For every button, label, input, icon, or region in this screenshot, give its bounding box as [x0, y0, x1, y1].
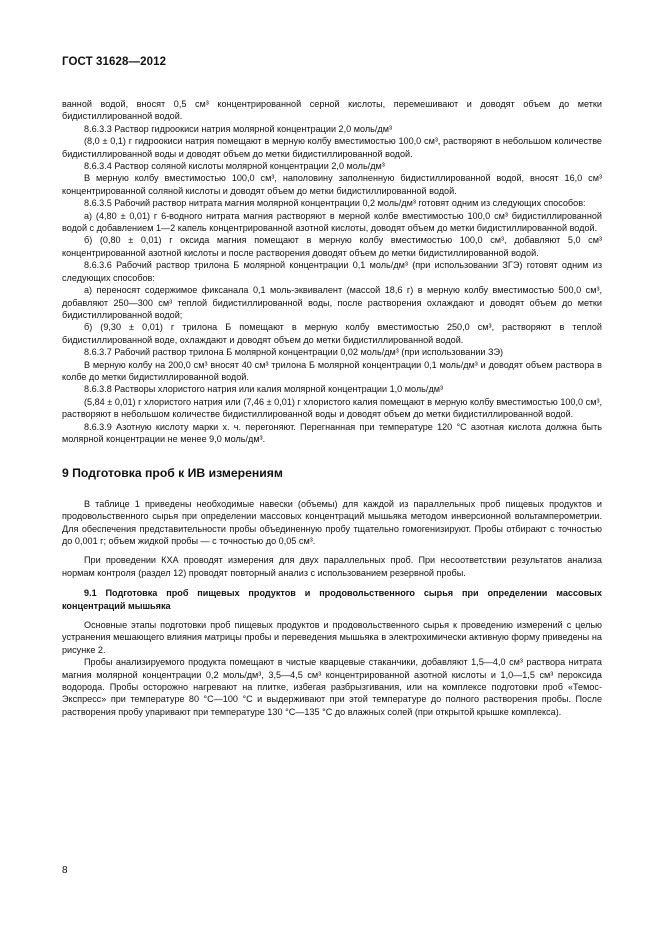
subsection-heading: 9.1 Подготовка проб пищевых продуктов и продовольственного сырья при определении массовых концентраций мышьяка: [62, 588, 602, 611]
paragraph: ванной водой, вносят 0,5 см³ концентрированной серной кислоты, перемешивают и доводят объем до метки бидистиллированной водой.: [62, 99, 602, 122]
clause-heading: 8.6.3.3 Раствор гидроокиси натрия молярной концентрации 2,0 моль/дм³: [84, 123, 392, 134]
page-number: 8: [62, 865, 68, 876]
list-item: а) переносят содержимое фиксанала 0,1 моль-эквивалент (массой 18,6 г) в мерную колбу вместимостью 500,0 см³, добавляют 250—300 см³ теплой бидистиллированной воды, после растворения охлаждают и доводят объем до метки бидистиллированной водой;: [62, 285, 602, 320]
paragraph: В мерную колбу вместимостью 100,0 см³, наполовину заполненную бидистиллированной водой, вносят 16,0 см³ концентрированной соляной кислоты и доводят объем до метки бидистиллированной водой.: [62, 173, 602, 196]
section-heading: 9 Подготовка проб к ИВ измерениям: [62, 466, 283, 481]
paragraph: Основные этапы подготовки проб пищевых продуктов и продовольственного сырья к проведению измерений с целью устранения мешающего влияния матрицы пробы и переведения мышьяка в электрохимически активную форму приведены на рисунке 2.: [62, 620, 602, 655]
paragraph: При проведении КХА проводят измерения для двух параллельных проб. При несоответствии результатов анализа нормам контроля (раздел 12) проводят повторный анализ с использованием резервной пробы.: [62, 555, 602, 578]
clause-heading: 8.6.3.8 Растворы хлористого натрия или калия молярной концентрации 1,0 моль/дм³: [84, 384, 444, 395]
paragraph: В таблице 1 приведены необходимые навески (объемы) для каждой из параллельных проб пищевых продуктов и продовольственного сырья при определении массовых концентраций мышьяка методом инверсионной вольтамперометрии. Для обеспечения представительности пробы объединенную пробу тщательно гомогенизируют. Пробы отбирают с точностью до 0,001 г; объем жидкой пробы — с точностью до 0,05 см³.: [62, 498, 602, 546]
list-item: б) (9,30 ± 0,01) г трилона Б помещают в мерную колбу вместимостью 250,0 см³, растворяют в теплой бидистиллированной воде, охлаждают и доводят объем до метки бидистиллированной водой.: [62, 322, 602, 345]
clause-heading: 8.6.3.4 Раствор соляной кислоты молярной концентрации 2,0 моль/дм³: [84, 161, 385, 172]
clause-heading: 8.6.3.5 Рабочий раствор нитрата магния молярной концентрации 0,2 моль/дм³ готовят одним из следующих способов:: [84, 198, 586, 209]
paragraph: (5,84 ± 0,01) г хлористого натрия или (7,46 ± 0,01) г хлористого калия помещают в мерную колбу вместимостью 100,0 см³, растворяют в небольшом количестве бидистиллированной воды и доводят объем до метки бидистиллированной водой.: [62, 396, 602, 420]
paragraph: Пробы анализируемого продукта помещают в чистые кварцевые стаканчики, добавляют 1,5—4,0 см³ раствора нитрата магния молярной концентрации 0,2 моль/дм³, 3,5—4,5 см³ концентрированной азотной кислоты и 1,0—1,5 см³ пероксида водорода. Пробы осторожно нагревают на плитке, избегая разбрызгивания, или на комплексе подготовки проб «Темос-Экспресс» при температуре 80 °С—100 °С и выдерживают при этой температуре до полного растворения пробы. После растворения пробу упаривают при температуре 130 °С—135 °С до влажных солей (при открытой крышке комплекса).: [62, 657, 602, 717]
clause-heading: 8.6.3.6 Рабочий раствор трилона Б молярной концентрации 0,1 моль/дм³ (при использовании ЗГЭ) готовят одним из следующих способов:: [62, 260, 602, 283]
paragraph: (8,0 ± 0,1) г гидроокиси натрия помещают в мерную колбу вместимостью 100,0 см³, растворяют в небольшом количестве бидистиллированной воды и доводят объем до метки бидистиллированной водой.: [62, 136, 602, 159]
list-item: а) (4,80 ± 0,01) г 6-водного нитрата магния растворяют в мерной колбе вместимостью 100,0 см³ бидистиллированной водой с добавлением 1—2 капель концентрированной азотной кислоты, доводят объем до метки бидистиллированной водой.: [62, 210, 602, 234]
list-item: б) (0,80 ± 0,01) г оксида магния помещают в мерную колбу вместимостью 100,0 см³, добавляют 5,0 см³ концентрированной азотной кислоты и после растворения доводят объем до метки бидистиллированной водой.: [62, 235, 602, 258]
clause-heading: 8.6.3.9 Азотную кислоту марки х. ч. перегоняют. Перегнанная при температуре 120 °С азотная кислота должна быть молярной концентрации не менее 9,0 моль/дм³.: [62, 421, 602, 444]
document-body: [62, 98, 602, 718]
clause-heading: 8.6.3.7 Рабочий раствор трилона Б молярной концентрации 0,02 моль/дм³ (при использовании ЗЭ): [84, 347, 504, 358]
paragraph: В мерную колбу на 200,0 см³ вносят 40 см³ трилона Б молярной концентрации 0,1 моль/дм³ и доводят объем раствора в колбе до метки бидистиллированной водой.: [62, 359, 602, 382]
document-header: ГОСТ 31628—2012: [62, 56, 167, 68]
